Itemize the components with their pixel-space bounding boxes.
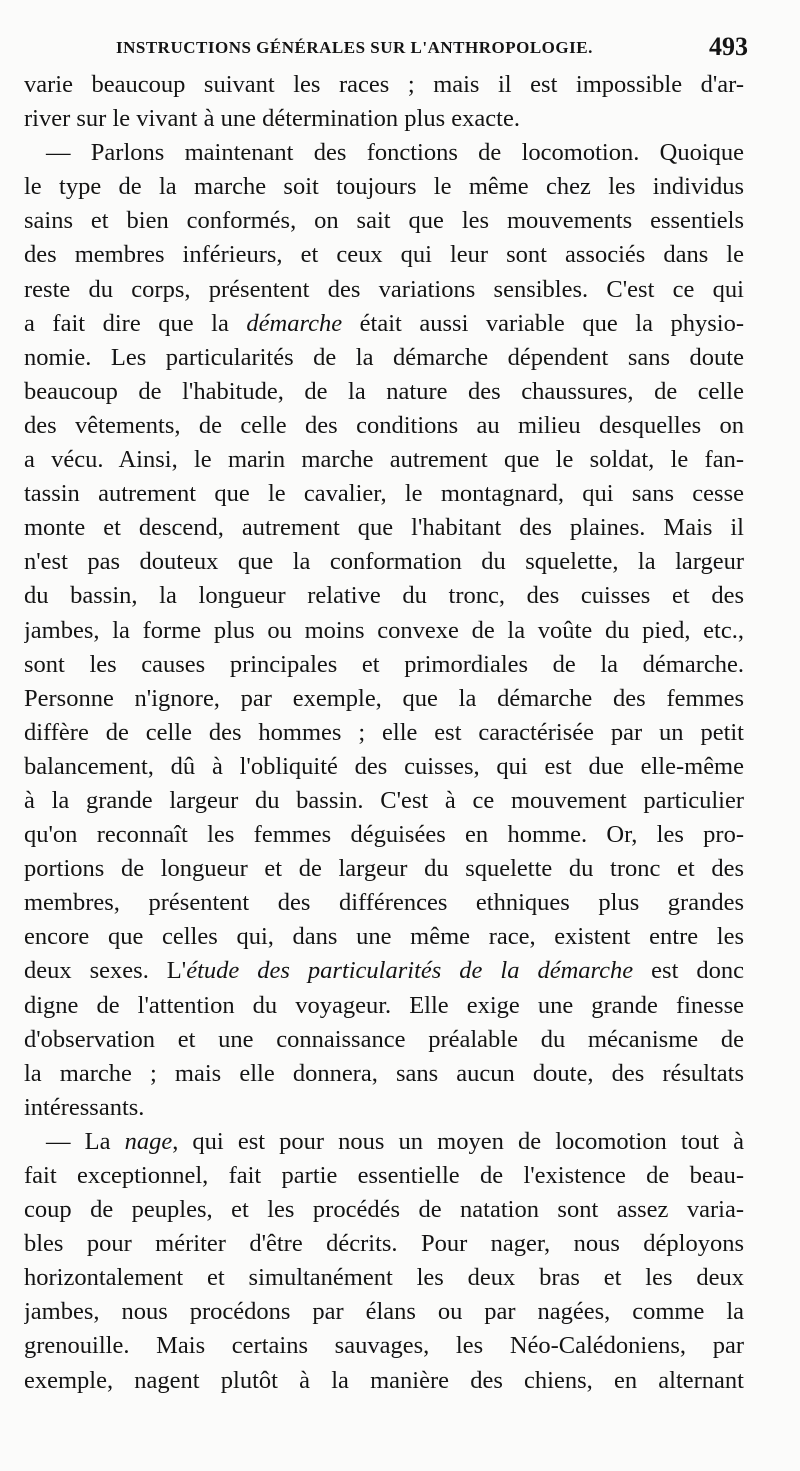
text-line xyxy=(24,477,744,511)
text-line xyxy=(24,852,744,886)
text-line xyxy=(24,920,744,954)
text-line xyxy=(24,1125,744,1159)
line-text: Personne n'ignore, par exemple, que la démarche des femmes xyxy=(24,684,744,712)
text-line xyxy=(24,716,744,750)
text-line xyxy=(24,341,744,375)
italic-term: étude des particularités de la démarche xyxy=(186,957,634,985)
line-text: d'observation et une connaissance préalable du mécanisme de xyxy=(24,1025,744,1053)
text-line xyxy=(24,1091,744,1125)
text-line xyxy=(24,409,744,443)
text-line xyxy=(24,750,744,784)
line-text: la marche ; mais elle donnera, sans aucun doute, des résultats xyxy=(24,1059,744,1087)
line-text: varie beaucoup suivant les races ; mais il est impossible d'ar- xyxy=(24,71,744,98)
line-text: est donc xyxy=(633,957,744,985)
line-text: membres, présentent des différences ethniques plus grandes xyxy=(24,889,744,917)
line-text: jambes, la forme plus ou moins convexe de la voûte du pied, etc., xyxy=(24,616,744,644)
text-line xyxy=(24,648,744,682)
line-text: horizontalement et simultanément les deux bras et les deux xyxy=(24,1264,744,1292)
line-text: exemple, nagent plutôt à la manière des chiens, en alternant xyxy=(24,1366,744,1394)
text-line xyxy=(24,1295,744,1329)
line-text: a vécu. Ainsi, le marin marche autrement que le soldat, le fan- xyxy=(24,446,744,474)
text-line xyxy=(24,1329,744,1363)
line-text: encore que celles qui, dans une même race, existent entre les xyxy=(24,923,744,951)
italic-term: nage xyxy=(124,1127,173,1155)
text-line xyxy=(24,1193,744,1227)
line-text: , qui est pour nous un moyen de locomotion tout à xyxy=(172,1127,744,1155)
line-text: le type de la marche soit toujours le même chez les individus xyxy=(24,173,744,201)
text-line xyxy=(24,545,744,579)
text-line xyxy=(24,273,744,307)
text-line xyxy=(24,682,744,716)
line-text: beaucoup de l'habitude, de la nature des chaussures, de celle xyxy=(24,377,744,405)
text-line xyxy=(24,579,744,613)
line-text: reste du corps, présentent des variations sensibles. C'est ce qui xyxy=(24,275,744,303)
line-text: sains et bien conformés, on sait que les mouvements essentiels xyxy=(24,207,744,235)
text-line xyxy=(24,443,744,477)
line-text: du bassin, la longueur relative du tronc, des cuisses et des xyxy=(24,582,744,610)
line-text: était aussi variable que la physio- xyxy=(342,309,744,337)
text-line xyxy=(24,989,744,1023)
line-text: monte et descend, autrement que l'habitant des plaines. Mais il xyxy=(24,514,744,542)
line-text: sont les causes principales et primordiales de la démarche. xyxy=(24,650,744,678)
line-text: bles pour mériter d'être décrits. Pour nager, nous déployons xyxy=(24,1230,744,1258)
line-text: jambes, nous procédons par élans ou par nagées, comme la xyxy=(24,1298,744,1326)
line-text: des vêtements, de celle des conditions au milieu desquelles on xyxy=(24,411,744,439)
line-text: à la grande largeur du bassin. C'est à ce mouvement particulier xyxy=(24,786,744,814)
text-line xyxy=(24,1023,744,1057)
line-text: qu'on reconnaît les femmes déguisées en homme. Or, les pro- xyxy=(24,821,744,849)
line-text: a fait dire que la xyxy=(24,309,247,337)
text-line xyxy=(24,1159,744,1193)
line-text: deux sexes. L' xyxy=(24,957,187,985)
body-text xyxy=(24,68,744,1398)
text-line xyxy=(24,102,744,136)
line-text: portions de longueur et de largeur du squelette du tronc et des xyxy=(24,855,744,883)
line-text: — Parlons maintenant des fonctions de locomotion. Quoique xyxy=(46,139,744,167)
text-line xyxy=(24,307,744,341)
line-text: diffère de celle des hommes ; elle est caractérisée par un petit xyxy=(24,718,744,746)
line-text: nomie. Les particularités de la démarche dépendent sans doute xyxy=(24,343,744,371)
text-line xyxy=(24,818,744,852)
text-line xyxy=(24,511,744,545)
text-line xyxy=(24,1227,744,1261)
text-line xyxy=(24,170,744,204)
line-text: balancement, dû à l'obliquité des cuisses, qui est due elle-même xyxy=(24,752,744,780)
line-text: grenouille. Mais certains sauvages, les Néo-Calédoniens, par xyxy=(24,1332,744,1360)
text-line xyxy=(24,614,744,648)
text-line xyxy=(24,136,744,170)
running-head xyxy=(108,34,748,64)
line-text: river sur le vivant à une détermination plus exacte. xyxy=(24,105,520,133)
line-text: digne de l'attention du voyageur. Elle exige une grande finesse xyxy=(24,991,744,1019)
page-number: 493 xyxy=(709,32,748,61)
line-text: coup de peuples, et les procédés de natation sont assez varia- xyxy=(24,1196,744,1224)
text-line xyxy=(24,375,744,409)
text-line xyxy=(24,238,744,272)
text-line xyxy=(24,204,744,238)
text-line xyxy=(24,954,744,988)
line-text: intéressants. xyxy=(24,1093,145,1121)
text-line xyxy=(24,1364,744,1398)
line-text: n'est pas douteux que la conformation du squelette, la largeur xyxy=(24,548,744,576)
italic-term: démarche xyxy=(246,309,343,337)
running-title: INSTRUCTIONS GÉNÉRALES SUR L'ANTHROPOLOGIE. xyxy=(116,38,593,57)
line-text: des membres inférieurs, et ceux qui leur sont associés dans le xyxy=(24,241,744,269)
line-text: tassin autrement que le cavalier, le montagnard, qui sans cesse xyxy=(24,480,744,508)
line-text: — La xyxy=(46,1127,125,1155)
text-line xyxy=(24,1261,744,1295)
text-line xyxy=(24,1057,744,1091)
line-text: fait exceptionnel, fait partie essentielle de l'existence de beau- xyxy=(24,1162,744,1189)
text-line xyxy=(24,886,744,920)
text-line xyxy=(24,784,744,818)
text-line xyxy=(24,68,744,102)
